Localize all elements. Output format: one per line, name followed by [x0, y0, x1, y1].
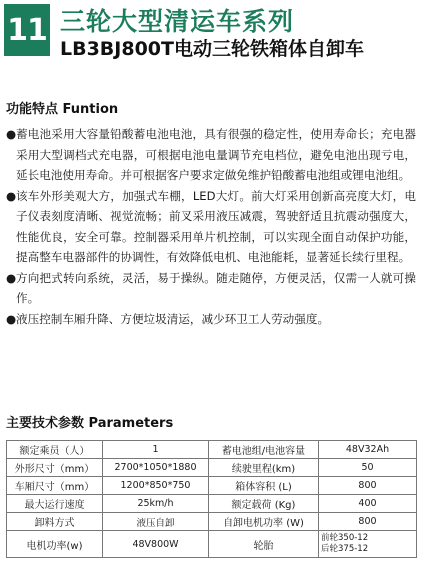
feature-text: 蓄电池采用大容量铅酸蓄电池电池，具有很强的稳定性，使用寿命长；充电器采用大型调档式充电器，可根据电池电量调节充电档位，避免电池出现亏电，延长电池使用寿命。并可根据客户要求定做免维护铅酸蓄电池组或锂电池组。: [16, 127, 416, 182]
feature-text: 该车外形美观大方，加强式车棚，LED大灯。前大灯采用创新高亮度大灯，电子仪表刻度清晰、视觉流畅；前叉采用液压减震，驾驶舒适且抗震动强度大，性能优良，安全可靠。控制器采用单片机控制，可以实现全面自动保护功能，提高整车电器部件的协调性，有效降低电机、电池能耗，显著延长续行里程。: [16, 188, 416, 264]
param-value: 25km/h: [103, 495, 209, 513]
param-label: 自卸电机功率 (W): [209, 513, 319, 531]
parameters-table: [6, 440, 417, 558]
table-row: [7, 459, 417, 477]
param-value: 2700*1050*1880: [103, 459, 209, 477]
param-value: 400: [319, 495, 417, 513]
feature-item: [6, 186, 416, 268]
feature-text: 液压控制车厢升降、方便垃圾清运，减少环卫工人劳动强度。: [16, 311, 330, 326]
series-title: 三轮大型清运车系列: [60, 7, 295, 36]
param-label: 最大运行速度: [7, 495, 103, 513]
features-heading: 功能特点 Funtion: [6, 102, 119, 117]
param-label: 轮胎: [209, 531, 319, 558]
bullet-icon: ●: [6, 127, 17, 141]
param-value: 800: [319, 477, 417, 495]
param-value: 1: [103, 441, 209, 459]
table-row: [7, 513, 417, 531]
param-value: 48V32Ah: [319, 441, 417, 459]
param-label: 箱体容积 (L): [209, 477, 319, 495]
tire-values: [319, 531, 417, 558]
param-label: 续驶里程(km): [209, 459, 319, 477]
front-tire: 前轮350-12: [321, 533, 369, 543]
table-row: [7, 531, 417, 558]
param-label: 蓄电池组/电池容量: [209, 441, 319, 459]
param-label: 额定载荷 (Kg): [209, 495, 319, 513]
param-value: 1200*850*750: [103, 477, 209, 495]
param-label: 额定乘员（人）: [7, 441, 103, 459]
param-label: 外形尺寸（mm）: [7, 459, 103, 477]
bullet-icon: ●: [6, 188, 17, 203]
features-list: [6, 124, 416, 329]
model-title: LB3BJ800T电动三轮铁箱体自卸车: [60, 38, 364, 60]
feature-item: [6, 268, 416, 309]
table-row: [7, 495, 417, 513]
param-value: 800: [319, 513, 417, 531]
feature-text: 方向把式转向系统，灵活，易于操纵。随走随停，方便灵活，仅需一人就可操作。: [16, 270, 416, 305]
param-value: 液压自卸: [103, 513, 209, 531]
header: [0, 0, 422, 64]
table-row: [7, 477, 417, 495]
bullet-icon: ●: [6, 270, 17, 285]
parameters-heading: 主要技术参数 Parameters: [6, 416, 174, 431]
param-label: 卸料方式: [7, 513, 103, 531]
section-number-badge: 11: [4, 4, 50, 56]
bullet-icon: ●: [6, 311, 17, 326]
feature-item: [6, 309, 416, 330]
param-value: 48V800W: [103, 531, 209, 558]
param-value: 50: [319, 459, 417, 477]
table-row: [7, 441, 417, 459]
rear-tire: 后轮375-12: [321, 544, 369, 554]
param-label: 车厢尺寸（mm）: [7, 477, 103, 495]
param-label: 电机功率(w): [7, 531, 103, 558]
feature-item: [6, 124, 416, 186]
